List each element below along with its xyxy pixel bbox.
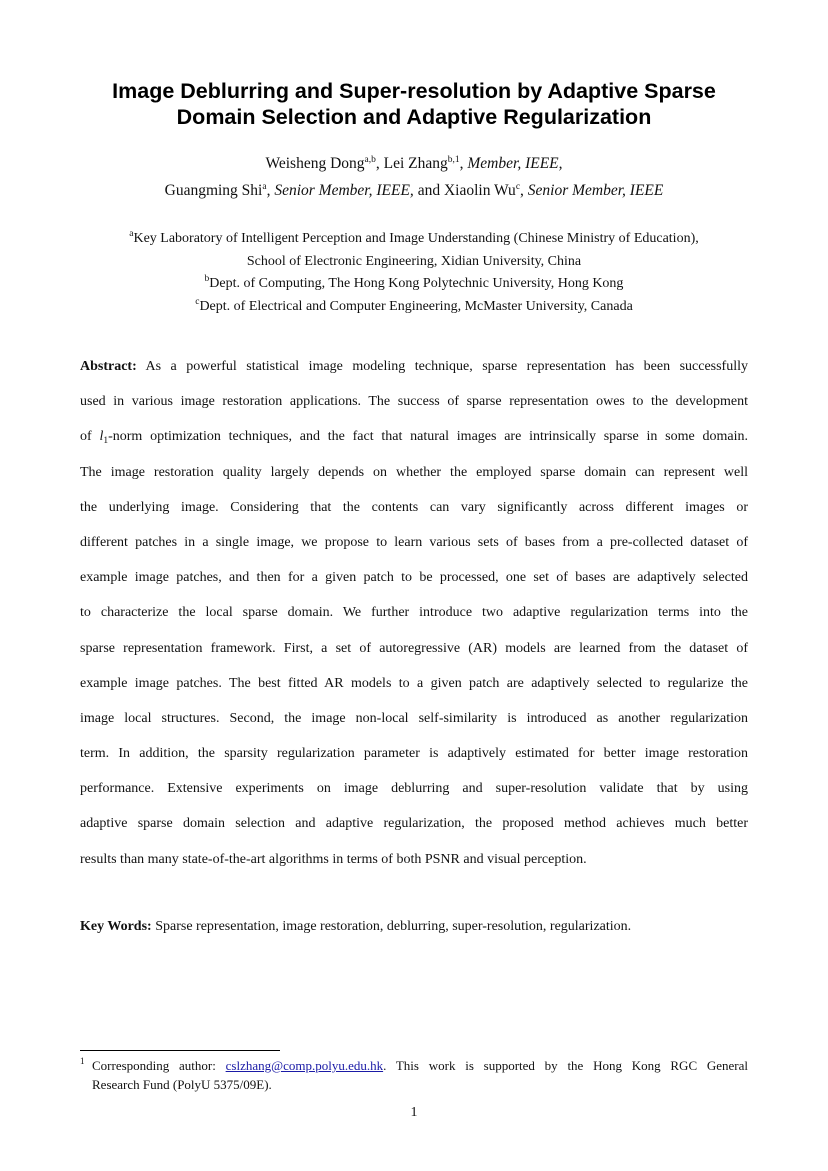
author-wu-affil: c	[515, 182, 521, 192]
l1-subscript: 1	[103, 436, 109, 447]
author-line-2: Guangming Shi$^a$, Senior Member, IEEE, and Xiaolin Wu$^c$, Senior Member, IEEE	[164, 182, 664, 199]
abstract-line: sparse representation framework. First, a set of autoregressive (AR) models are learned from the dataset of	[80, 640, 748, 656]
abstract-line: different patches in a single image, we propose to learn various sets of bases from a pre-collected dataset of	[80, 534, 748, 550]
keywords-label: Key Words:	[80, 919, 152, 934]
abstract-line	[80, 349, 748, 384]
affiliation-c-text: Dept. of Electrical and Computer Engineering, McMaster University, Canada	[199, 298, 633, 314]
author-shi-affil: a	[262, 182, 267, 192]
page-number: 1	[410, 1105, 418, 1120]
affiliation-a-mark: a	[129, 229, 134, 239]
abstract-line: results than many state-of-the-art algorithms in terms of both PSNR and visual perception.	[80, 851, 587, 867]
keywords-text: Sparse representation, image restoration, deblurring, super-resolution, regularization.	[155, 919, 632, 934]
affiliation-c-mark: c	[195, 296, 200, 307]
affiliations	[60, 228, 768, 318]
affiliation-c	[60, 296, 768, 319]
author-dong: Weisheng Dong	[265, 155, 365, 172]
affiliation-a-line-1	[60, 228, 768, 251]
affiliation-b-mark: b	[204, 274, 210, 284]
author-wu-role: Senior Member, IEEE	[527, 182, 664, 199]
footnote-text: . This work is supported by the Hong Kong RGC General	[383, 1058, 749, 1073]
author-zhang: Lei Zhang	[383, 155, 448, 172]
abstract-text: of	[80, 429, 100, 445]
abstract-line: image local structures. Second, the image non-local self-similarity is introduced as another regularization	[80, 710, 748, 726]
author-wu: Xiaolin Wu	[443, 182, 516, 199]
paper-title	[60, 78, 768, 130]
l1-symbol: l	[99, 429, 104, 445]
author-dong-affil: a,b	[364, 155, 376, 165]
author-line-1: Weisheng Dong$^{a,b}$, Lei Zhang$^{b,1}$, Member, IEEE,	[265, 155, 563, 172]
author-zhang-role: Member, IEEE,	[467, 155, 563, 172]
author-and: and	[417, 182, 441, 199]
affiliation-a-text: Key Laboratory of Intelligent Perception and Image Understanding (Chinese Ministry of Education),	[133, 231, 699, 246]
abstract-line: performance. Extensive experiments on image deblurring and super-resolution validate that by using	[80, 781, 748, 797]
affiliation-b-text: Dept. of Computing, The Hong Kong Polytechnic University, Hong Kong	[209, 276, 624, 291]
author-zhang-affil: b,1	[447, 155, 460, 165]
footnote-text: Corresponding author:	[92, 1058, 226, 1073]
affiliation-a-line-2: School of Electronic Engineering, Xidian University, China	[246, 253, 582, 269]
author-list	[60, 150, 768, 204]
abstract-line: the underlying image. Considering that the contents can vary significantly across different images or	[80, 499, 748, 515]
abstract-line: The image restoration quality largely depends on whether the employed sparse domain can represent well	[80, 464, 748, 480]
abstract-line: example image patches, and then for a given patch to be processed, one set of bases are adaptively selected	[80, 570, 748, 586]
abstract-line: to characterize the local sparse domain. We further introduce two adaptive regularization terms into the	[80, 605, 748, 621]
footnote-line-2: Research Fund (PolyU 5375/09E).	[92, 1077, 272, 1092]
affiliation-b	[60, 273, 768, 296]
abstract-text: As a powerful statistical image modeling technique, sparse representation has been successfully	[145, 359, 748, 374]
abstract	[80, 349, 748, 877]
abstract-line	[80, 419, 748, 454]
keywords	[80, 916, 748, 938]
abstract-line: example image patches. The best fitted AR models to a given patch are adaptively selected to regularize the	[80, 675, 748, 691]
author-shi: Guangming Shi	[164, 182, 263, 199]
abstract-text: -norm optimization techniques, and the fact that natural images are intrinsically sparse in some domain.	[108, 429, 748, 445]
abstract-line: term. In addition, the sparsity regularization parameter is adaptively estimated for better image restoration	[80, 746, 748, 762]
author-shi-role: Senior Member, IEEE,	[274, 182, 414, 199]
footnote-divider	[80, 1050, 280, 1051]
footnote-mark: 1	[80, 1056, 85, 1066]
footnote-line-1	[92, 1056, 748, 1075]
footnote	[80, 1056, 748, 1094]
title-line-2: Domain Selection and Adaptive Regularization	[176, 105, 652, 129]
abstract-line: adaptive sparse domain selection and adaptive regularization, the proposed method achieves much better	[80, 816, 748, 832]
title-line-1: Image Deblurring and Super-resolution by Adaptive Sparse	[112, 79, 716, 103]
abstract-line: used in various image restoration applications. The success of sparse representation owes to the development	[80, 394, 748, 410]
email-link[interactable]: cslzhang@comp.polyu.edu.hk	[225, 1058, 384, 1073]
abstract-label: Abstract:	[80, 359, 137, 374]
